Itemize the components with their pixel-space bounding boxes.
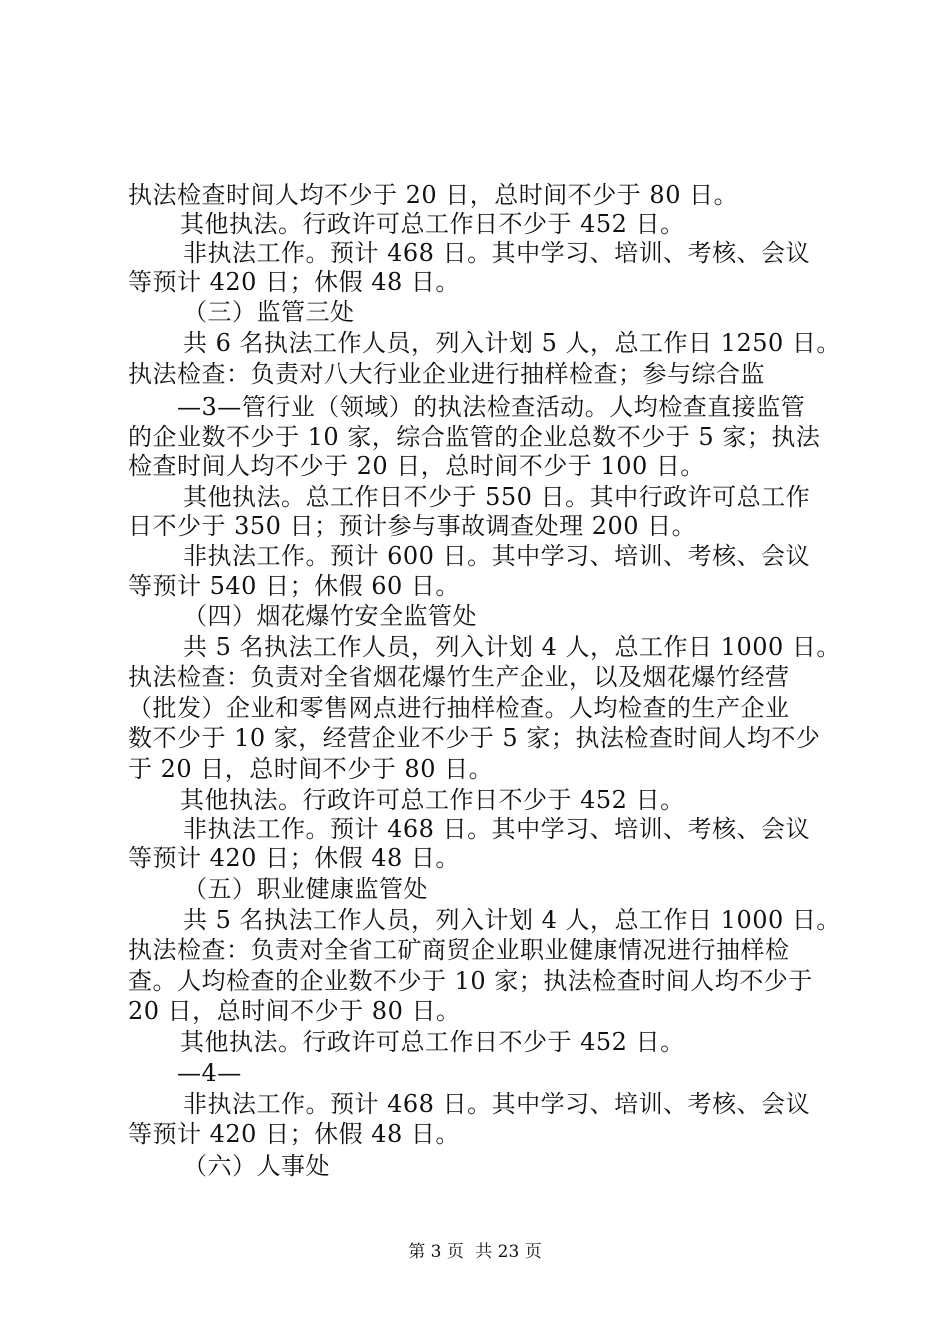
text-line: 执法检查：负责对八大行业企业进行抽样检查；参与综合监	[128, 360, 765, 388]
text-line: 等预计 420 日；休假 48 日。	[128, 268, 460, 296]
section-heading: （六）人事处	[183, 1152, 330, 1180]
text-line: 共 6 名执法工作人员，列入计划 5 人，总工作日 1250 日。	[183, 329, 841, 357]
text-line: 日不少于 350 日；预计参与事故调查处理 200 日。	[128, 512, 697, 540]
text-line: 检查时间人均不少于 20 日，总时间不少于 100 日。	[128, 452, 705, 480]
text-line: 数不少于 10 家，经营企业不少于 5 家；执法检查时间人均不少	[128, 724, 821, 752]
section-heading: （四）烟花爆竹安全监管处	[183, 602, 477, 630]
text-line: （批发）企业和零售网点进行抽样检查。人均检查的生产企业	[128, 694, 790, 722]
text-line: 的企业数不少于 10 家，综合监管的企业总数不少于 5 家；执法	[128, 423, 821, 451]
text-line: 等预计 540 日；休假 60 日。	[128, 572, 460, 600]
text-line: 其他执法。总工作日不少于 550 日。其中行政许可总工作	[183, 483, 811, 511]
text-line: 非执法工作。预计 600 日。其中学习、培训、考核、会议	[183, 542, 811, 570]
inline-page-marker: —4—	[177, 1059, 242, 1087]
page-footer	[0, 1241, 950, 1263]
text-line: 其他执法。行政许可总工作日不少于 452 日。	[180, 1028, 685, 1056]
text-line: 共 5 名执法工作人员，列入计划 4 人，总工作日 1000 日。	[183, 633, 841, 661]
text-line: 执法检查：负责对全省烟花爆竹生产企业，以及烟花爆竹经营	[128, 663, 790, 691]
text-line: 共 5 名执法工作人员，列入计划 4 人，总工作日 1000 日。	[183, 906, 841, 934]
text-line: 20 日，总时间不少于 80 日。	[128, 997, 461, 1025]
text-line: 于 20 日，总时间不少于 80 日。	[128, 755, 494, 783]
text-line: 查。人均检查的企业数不少于 10 家；执法检查时间人均不少于	[128, 967, 813, 995]
page-total: 共 23 页	[475, 1242, 542, 1262]
text-line: 非执法工作。预计 468 日。其中学习、培训、考核、会议	[183, 815, 811, 843]
section-heading: （五）职业健康监管处	[183, 875, 428, 903]
section-heading: （三）监管三处	[183, 298, 355, 326]
text-line: —3—管行业（领域）的执法检查活动。人均检查直接监管	[177, 393, 806, 421]
text-line: 非执法工作。预计 468 日。其中学习、培训、考核、会议	[183, 239, 811, 267]
text-line: 执法检查时间人均不少于 20 日，总时间不少于 80 日。	[128, 181, 739, 209]
page-number: 第 3 页	[408, 1242, 464, 1262]
text-line: 等预计 420 日；休假 48 日。	[128, 844, 460, 872]
text-line: 等预计 420 日；休假 48 日。	[128, 1120, 460, 1148]
text-line: 非执法工作。预计 468 日。其中学习、培训、考核、会议	[183, 1090, 811, 1118]
text-line: 其他执法。行政许可总工作日不少于 452 日。	[180, 210, 685, 238]
text-line: 其他执法。行政许可总工作日不少于 452 日。	[180, 786, 685, 814]
text-line: 执法检查：负责对全省工矿商贸企业职业健康情况进行抽样检	[128, 936, 790, 964]
